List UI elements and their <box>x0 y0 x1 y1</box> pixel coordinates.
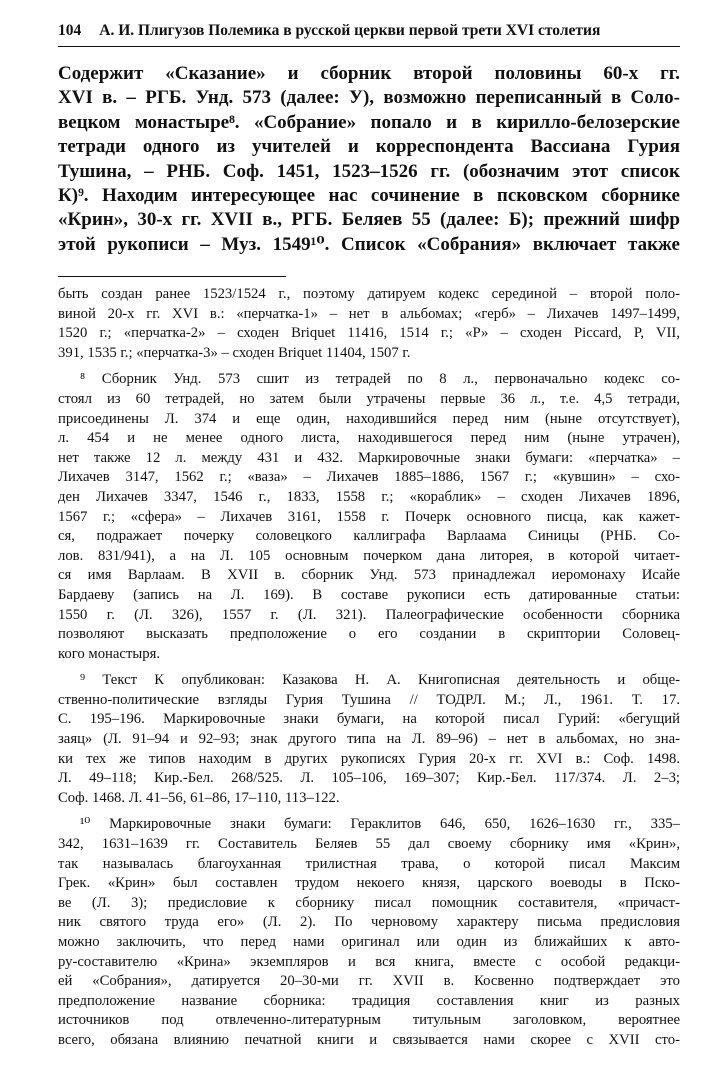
body-line: вецком монастыре⁸. «Собрание» попало и в кирилло-белозерские <box>58 111 680 133</box>
footnote-10-line: ей «Собрания», датируется 20–30-ми гг. XVII в. Косвенно подтверждает это <box>58 973 680 990</box>
footnote-9-line: Соф. 1468. Л. 41–56, 61–86, 17–110, 113–122. <box>58 789 340 806</box>
footnote-9-line: ⁹ Текст К опубликован: Казакова Н. А. Книгописная деятельность и обще- <box>80 672 680 689</box>
footnote-9-line: Л. 49–118; Кир.-Бел. 268/525. Л. 105–106, 169–307; Кир.-Бел. 117/374. Л. 2–3; <box>58 770 680 787</box>
main-text <box>58 62 680 257</box>
body-line: Содержит «Сказание» и сборник второй половины 60-х гг. <box>58 63 680 84</box>
body-line: «Крин», 30-х гг. XVII в., РГБ. Беляев 55 (далее: Б); прежний шифр <box>58 209 680 231</box>
body-line: XVI в. – РГБ. Унд. 573 (далее: У), возможно переписанный в Соло- <box>58 87 680 109</box>
footnote-rule <box>58 276 286 277</box>
body-line: К)⁹. Находим интересующее нас сочинение в псковском сборнике <box>58 185 680 207</box>
footnote-9-line: ственно-политические взгляды Гурия Тушина // ТОДРЛ. М.; Л., 1961. Т. 17. <box>58 691 680 708</box>
footnote-continuation-line: быть создан ранее 1523/1524 г., поэтому датируем кодекс серединой – второй поло- <box>58 286 680 302</box>
body-line: этой рукописи – Муз. 1549¹⁰. Список «Собрания» включает также <box>58 233 680 255</box>
footnote-8-line: 1567 г.; «сфера» – Лихачев 3161, 1558 г. Почерк основного писца, как кажет- <box>58 508 680 525</box>
footnote-10-line: 342, 1631–1639 гг. Составитель Беляев 55 дал своему сборнику имя «Крин», <box>58 836 680 853</box>
footnote-8-line: ден Лихачев 3347, 1546 г., 1833, 1558 г.; «кораблик» – сходен Лихачев 1896, <box>58 488 680 505</box>
header-rule <box>58 46 680 47</box>
footnote-9-line: заяц» (Л. 91–94 и 92–93; знак другого типа на Л. 89–96) – нет в альбомах, но зна- <box>58 731 680 748</box>
body-line: тетради одного из учителей и корреспондента Вассиана Гурия <box>58 136 680 158</box>
footnote-10-line: ве (Л. 3); предисловие к сборнику писал помощник составителя, «причаст- <box>58 894 680 911</box>
footnotes <box>58 285 680 1051</box>
footnote-9-line: ки тех же типов находим в других рукописях Гурия 20-х гг. XVI в.: Соф. 1498. <box>58 750 680 767</box>
footnote-8-line: присоединены Л. 374 и еще один, находившийся перед ним (ныне отсутствует), <box>58 410 680 427</box>
body-line: Тушина, – РНБ. Соф. 1451, 1523–1526 гг. (обозначим этот список <box>58 160 680 182</box>
footnote-8-line: 1550 г. (Л. 326), 1557 г. (Л. 321). Палеографические особенности сборника <box>58 606 680 623</box>
footnote-8-line: позволяют высказать предположение о его создании в скриптории Соловец- <box>58 626 680 643</box>
running-header <box>58 22 682 40</box>
footnote-10-line: источников под отвлеченно-литературным титульным заголовком, вероятнее <box>58 1012 680 1029</box>
footnote-8-line: ⁸ Сборник Унд. 573 сшит из тетрадей по 8 л., первоначально кодекс со- <box>80 371 680 388</box>
footnote-10-line: так называлась благоуханная трилистная трава, о которой писал Максим <box>58 855 680 872</box>
footnote-9-line: С. 195–196. Маркировочные знаки бумаги, на которой писал Гурий: «бегущий <box>58 711 680 728</box>
running-title: А. И. Плигузов Полемика в русской церкви первой трети XVI столетия <box>99 22 601 39</box>
footnote-8-line: Бардаеву (запись на Л. 169). В составе рукописи есть датированные статьи: <box>58 586 680 603</box>
footnote-10-line: ¹⁰ Маркировочные знаки бумаги: Гераклитов 646, 650, 1626–1630 гг., 335– <box>80 816 680 833</box>
footnote-10-line: ру-составителю «Крина» экземпляров и вся книга, вместе с особой редакци- <box>58 953 680 970</box>
footnote-continuation-line: 391, 1535 г.; «перчатка-3» – сходен Briquet 11404, 1507 г. <box>58 344 411 361</box>
footnote-8-line: стоял из 60 тетрадей, но затем были утрачены первые 36 л., т.е. 4,5 тетради, <box>58 390 680 407</box>
footnote-8-line: лов. 831/941), а на Л. 105 основным почерком дана литорея, в которой читает- <box>58 547 680 564</box>
footnote-8-line: л. 454 и не менее одного листа, находившегося перед ним (ныне утрачен), <box>58 430 680 447</box>
footnote-8-line: нет также 12 л. между 431 и 432. Маркировочные знаки бумаги: «перчатка» – <box>58 449 680 466</box>
footnote-8-line: ся имя Варлаам. В XVII в. сборник Унд. 573 принадлежал иеромонаху Исайе <box>58 567 680 584</box>
footnote-8-line: ся, подражает почерку соловецкого каллиграфа Варлаама Синицы (РНБ. Со- <box>58 528 680 545</box>
footnote-10-line: всего, обязана влиянию печатной книги и связывается нами скорее с XVII сто- <box>58 1031 680 1048</box>
footnote-10-line: ник святого труда его» (Л. 2). По черновому характеру письма предисловия <box>58 914 680 931</box>
page-number: 104 <box>58 22 82 39</box>
footnote-8-line: кого монастыря. <box>58 645 161 662</box>
footnote-continuation-line: виной 20-х гг. XVI в.: «перчатка-1» – нет в альбомах; «герб» – Лихачев 1497–1499, <box>58 305 680 322</box>
footnote-10-line: можно заключить, что перед нами оригинал или один из ближайших к авто- <box>58 934 680 950</box>
footnote-continuation-line: 1520 г.; «перчатка-2» – сходен Briquet 11416, 1514 г.; «Р» – сходен Piccard, P, VII, <box>58 325 680 342</box>
footnote-10-line: предположение название сборника: традиция составления книг из разных <box>58 992 680 1009</box>
footnote-8-line: Лихачев 3147, 1562 г.; «ваза» – Лихачев 1885–1886, 1567 г.; «кувшин» – схо- <box>58 469 680 486</box>
footnote-10-line: Грек. «Крин» был составлен трудом некоего князя, царского воеводы в Пско- <box>58 875 680 892</box>
